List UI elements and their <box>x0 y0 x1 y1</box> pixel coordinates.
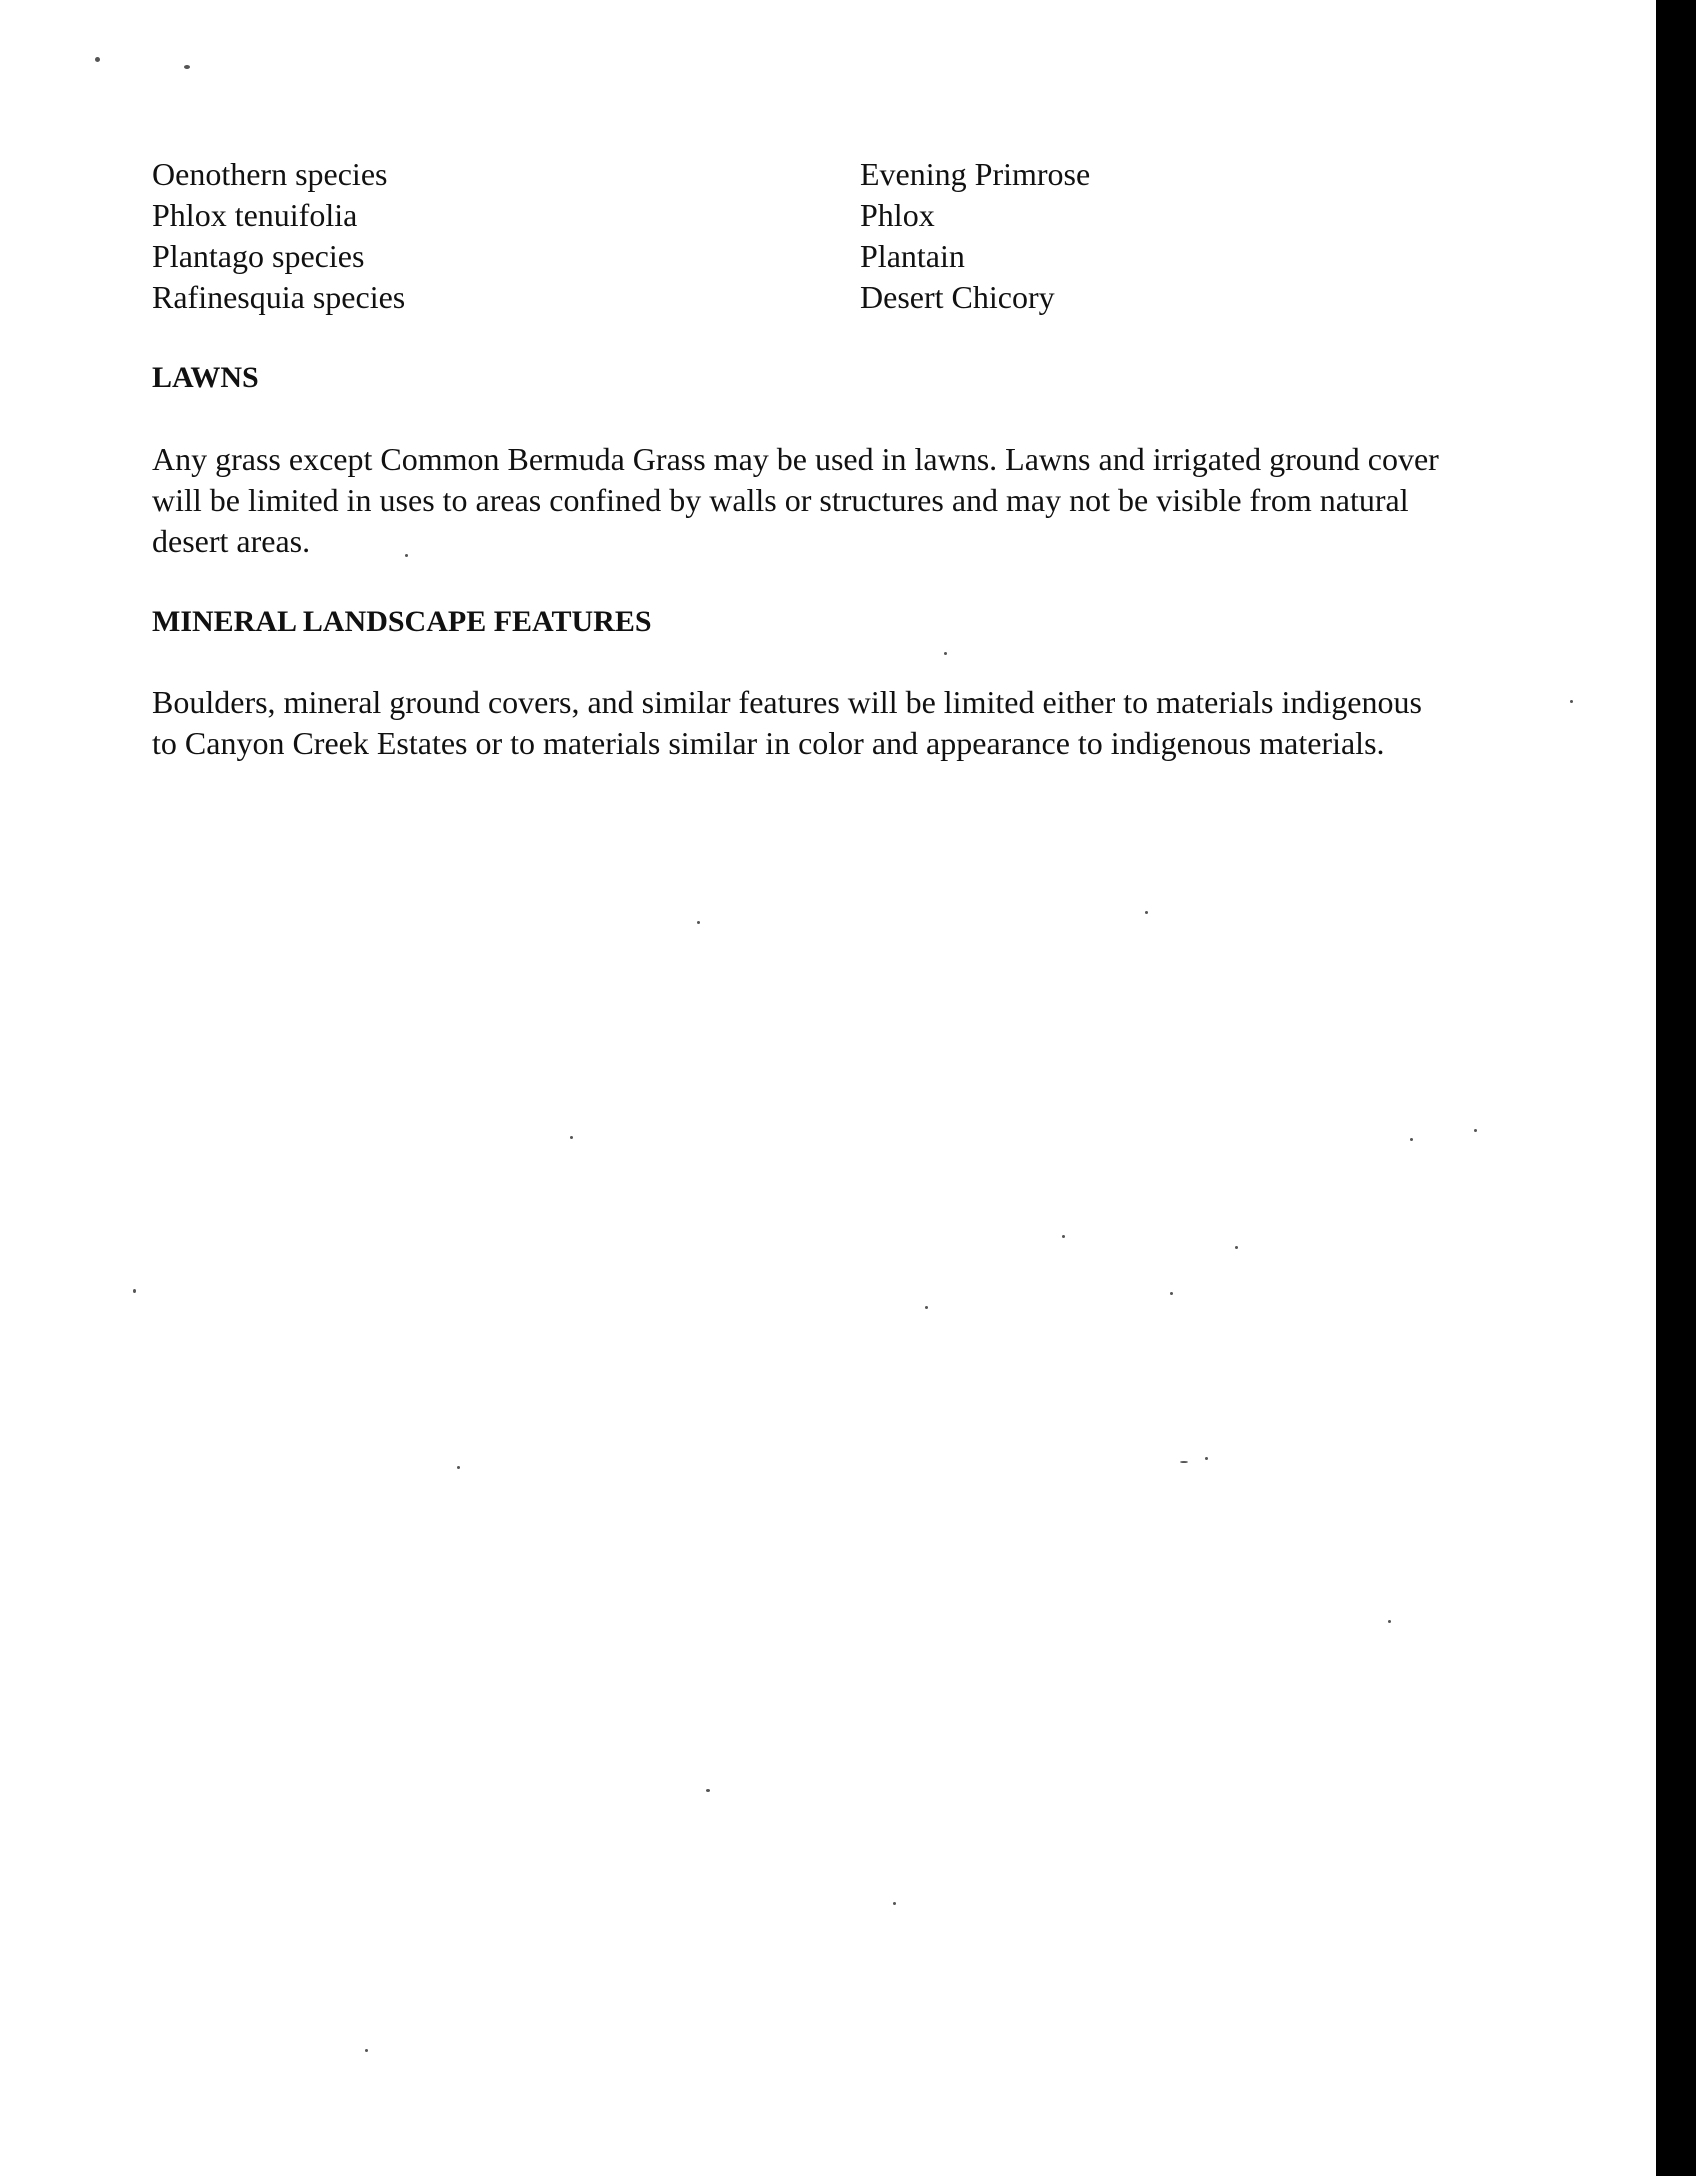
plant-row <box>152 195 1152 236</box>
plant-common-name: Plantain <box>860 238 965 274</box>
plant-scientific-name: Oenothern species <box>152 156 388 192</box>
plant-row <box>152 154 1152 195</box>
scan-speck <box>365 2049 368 2052</box>
scan-speck <box>1205 1457 1208 1460</box>
paragraph-line: will be limited in uses to areas confined by walls or structures and may not be visible from natural <box>152 482 1409 518</box>
scan-speck <box>1410 1138 1413 1141</box>
plant-common-name: Phlox <box>860 197 935 233</box>
plant-row <box>152 236 1152 277</box>
scan-speck <box>697 921 700 924</box>
lawns-heading: LAWNS <box>152 361 259 394</box>
scan-speck <box>1474 1129 1477 1132</box>
paragraph-line: Any grass except Common Bermuda Grass may be used in lawns. Lawns and irrigated ground cover <box>152 441 1439 477</box>
paragraph-line: Boulders, mineral ground covers, and similar features will be limited either to materials indigenous <box>152 684 1422 720</box>
scan-speck <box>1235 1246 1238 1249</box>
mineral-paragraph <box>152 682 1482 764</box>
plant-scientific-name: Plantago species <box>152 238 365 274</box>
paragraph-line: desert areas. <box>152 523 311 559</box>
scan-speck <box>1062 1235 1065 1238</box>
plant-list <box>152 154 1152 318</box>
scan-speck <box>184 65 190 69</box>
scan-speck <box>893 1902 896 1905</box>
scan-speck <box>133 1289 136 1293</box>
scan-speck <box>1145 911 1148 914</box>
scan-speck <box>570 1136 573 1139</box>
plant-scientific-name: Rafinesquia species <box>152 279 406 315</box>
scan-speck <box>1170 1292 1173 1295</box>
scan-speck <box>1570 700 1573 703</box>
scan-speck <box>944 652 947 655</box>
scan-speck <box>405 554 408 557</box>
scan-speck <box>706 1789 710 1792</box>
plant-common-name: Evening Primrose <box>860 156 1091 192</box>
scan-edge-border <box>1656 0 1696 2176</box>
paragraph-line: to Canyon Creek Estates or to materials similar in color and appearance to indigenous materials. <box>152 725 1385 761</box>
lawns-paragraph <box>152 439 1482 562</box>
scan-speck <box>1180 1461 1188 1463</box>
scan-speck <box>925 1306 928 1309</box>
plant-scientific-name: Phlox tenuifolia <box>152 197 358 233</box>
scan-speck <box>457 1466 460 1469</box>
scan-speck <box>1388 1620 1391 1623</box>
plant-common-name: Desert Chicory <box>860 279 1055 315</box>
plant-row <box>152 277 1152 318</box>
scan-speck <box>95 57 100 62</box>
mineral-heading: MINERAL LANDSCAPE FEATURES <box>152 605 652 638</box>
